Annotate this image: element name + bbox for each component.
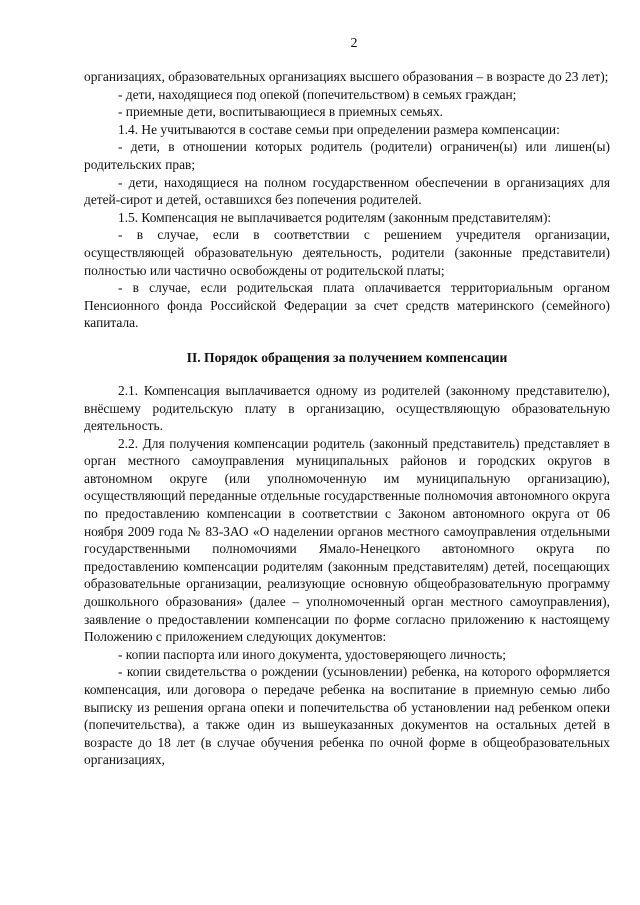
bottom-text-block: [84, 382, 610, 769]
section-heading: II. Порядок обращения за получением компенсации: [186, 349, 508, 365]
page-number: 2: [350, 36, 358, 51]
top-text-block: [84, 68, 610, 332]
paragraph: 2.1. Компенсация выплачивается одному из родителей (законному представителю), внёсшему родительскую плату в организацию, осуществляющую образовательную деятельность.: [84, 382, 610, 434]
paragraph: - дети, находящиеся на полном государственном обеспечении в организациях для детей-сирот и детей, оставшихся без попечения родителей.: [84, 174, 610, 208]
paragraph: 1.4. Не учитываются в составе семьи при определении размера компенсации:: [118, 121, 560, 137]
paragraph: организациях, образовательных организациях высшего образования – в возрасте до 23 лет);: [84, 69, 609, 84]
paragraph: 1.5. Компенсация не выплачивается родителям (законным представителям):: [118, 209, 552, 225]
paragraph: - копии паспорта или иного документа, удостоверяющего личность;: [118, 646, 506, 662]
paragraph: - в случае, если родительская плата оплачивается территориальным органом Пенсионного фонда Российской Федерации за счет средств материнского (семейного) капитала.: [84, 280, 610, 331]
paragraph: - дети, в отношении которых родитель (родители) ограничен(ы) или лишен(ы) родительских прав;: [84, 139, 610, 172]
paragraph: - копии свидетельства о рождении (усыновлении) ребенка, на которого оформляется компенсация, или договора о передаче ребенка на воспитание в приемную семью либо выписку из решения органа опеки и попечительства об установлении над ребенком опеки (попечительства), а также один из вышеуказанных документов на остальных детей в возрасте до 18 лет (в случае обучения ребенка по очной форме в общеобразовательных организациях,: [84, 664, 610, 768]
paragraph: - в случае, если в соответствии с решением учредителя организации, осуществляющей образовательную деятельность, родители (законные представители) полностью или частично освобождены от родительской платы;: [84, 227, 610, 278]
paragraph: - приемные дети, воспитывающиеся в приемных семьях.: [118, 104, 444, 120]
paragraph: - дети, находящиеся под опекой (попечительством) в семьях граждан;: [118, 86, 517, 102]
paragraph: 2.2. Для получения компенсации родитель (законный представитель) представляет в орган местного самоуправления муниципальных районов и городских округов в автономном округе (или уполномоченную им муниципальную организацию), осуществляющий переданные отдельные государственные полномочия автономного округа по предоставлению компенсации в соответствии с Законом автономного округа от 06 ноября 2009 года № 83-ЗАО «О наделении органов местного самоуправления отдельными государственными полномочиями Ямало-Ненецкого автономного округа по предоставлению компенсации родителям (законным представителям) детей, посещающих образовательные организации, реализующие основную общеобразовательную программу дошкольного образования» (далее – уполномоченный орган местного самоуправления), заявление о предоставлении компенсации по форме согласно приложению к настоящему Положению с приложением следующих документов:: [84, 435, 610, 645]
